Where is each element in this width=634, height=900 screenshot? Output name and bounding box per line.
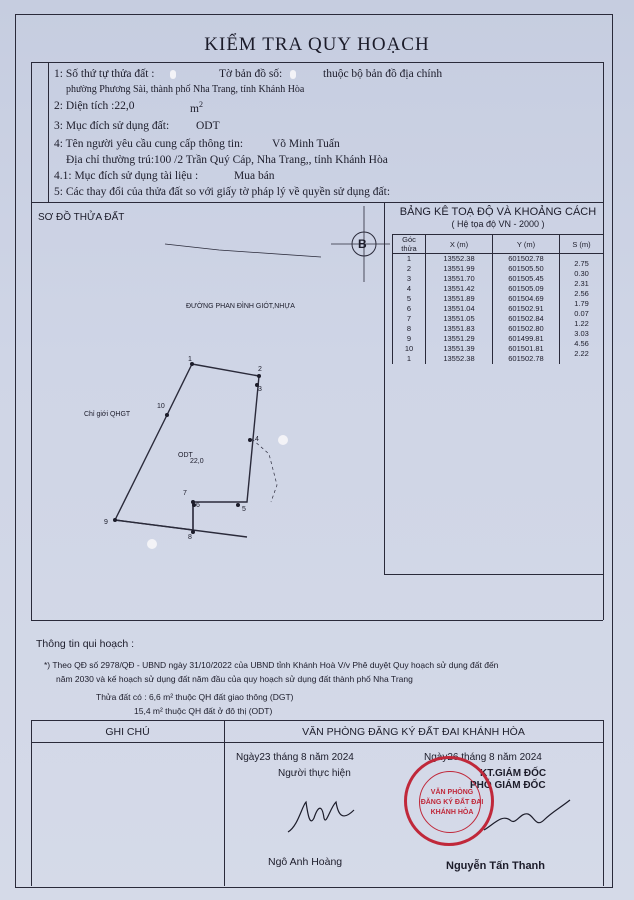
coord-distance: 2.56 — [560, 289, 604, 299]
land-use-label: 3: Mục đích sử dụng đất: — [54, 120, 170, 132]
parcel-vertices — [113, 362, 261, 534]
coord-header-row — [393, 235, 604, 254]
vertex-10 — [165, 413, 169, 417]
note-heading: GHI CHÚ — [105, 726, 150, 738]
footer-top-rule — [31, 720, 603, 721]
coord-y: 601505.45 — [493, 274, 560, 284]
point-label-4: 4 — [255, 436, 259, 443]
coord-distance: 0.30 — [560, 269, 604, 279]
purpose-label: 4.1: Mục đích sử dụng tài liệu : — [54, 170, 199, 182]
coord-x: 13551.29 — [426, 334, 493, 344]
coord-box-left — [384, 202, 385, 574]
coord-y: 601502.80 — [493, 324, 560, 334]
footer-right — [603, 720, 604, 886]
point-label-9: 9 — [104, 519, 108, 526]
director-role-1: KT.GIÁM ĐỐC — [480, 768, 547, 779]
executor-signature — [280, 796, 360, 842]
coord-point: 4 — [393, 284, 426, 294]
date-executor: Ngày23 tháng 8 năm 2024 — [236, 752, 354, 763]
point-label-1: 1 — [188, 356, 192, 363]
rule-right — [603, 62, 604, 202]
coord-y: 601502.78 — [493, 354, 560, 364]
executor-role: Người thực hiện — [278, 768, 351, 779]
vertex-7 — [191, 500, 195, 504]
point-label-6: 6 — [196, 502, 200, 509]
col-header-x: X (m) — [426, 235, 493, 254]
coord-distance: 2.75 — [560, 259, 604, 270]
coord-point: 8 — [393, 324, 426, 334]
coord-distance: 3.03 — [560, 329, 604, 339]
footer-divider — [224, 720, 225, 886]
office-heading: VĂN PHÒNG ĐĂNG KÝ ĐẤT ĐAI KHÁNH HÒA — [302, 726, 525, 738]
coord-y: 601505.09 — [493, 284, 560, 294]
point-label-2: 2 — [258, 366, 262, 373]
coord-distance: 2.31 — [560, 279, 604, 289]
planning-heading: Thông tin qui hoạch : — [36, 638, 135, 650]
coord-row — [393, 254, 604, 265]
area-unit: $m^2$ — [190, 100, 203, 115]
planning-line-3: Thửa đất có : 6,6 m² thuộc QH đất giao thông (DGT) — [96, 692, 294, 702]
redacted-mark — [278, 435, 288, 445]
rule-left — [31, 62, 32, 202]
footer-left — [31, 720, 32, 886]
vertex-5 — [236, 503, 240, 507]
point-label-10: 10 — [157, 403, 165, 410]
coord-x: 13551.39 — [426, 344, 493, 354]
coord-subheading: ( Hệ tọa độ VN - 2000 ) — [451, 219, 545, 229]
coord-distance — [560, 359, 604, 369]
dashed-line — [252, 439, 277, 502]
coord-y: 601504.69 — [493, 294, 560, 304]
document-title: KIỂM TRA QUY HOẠCH — [204, 34, 430, 55]
ward-label: phường Phương Sài, thành phố Nha Trang, tỉnh Khánh Hòa — [66, 84, 305, 95]
coord-y: 601505.50 — [493, 264, 560, 274]
coord-point: 7 — [393, 314, 426, 324]
map-set-label: thuộc bộ bản đồ địa chính — [323, 68, 443, 80]
changes-label: 5: Các thay đổi của thửa đất so với giấy tờ pháp lý về quyền sử dụng đất: — [54, 186, 391, 198]
coord-distance: 0.07 — [560, 309, 604, 319]
boundary-label: Chỉ giới QHGT — [84, 411, 131, 418]
coord-x: 13551.04 — [426, 304, 493, 314]
coord-point: 5 — [393, 294, 426, 304]
parcel-number-label: 1: Số thứ tự thửa đất : — [54, 68, 155, 80]
road-label: ĐƯỜNG PHAN ĐÌNH GIÓT,NHỰA — [186, 303, 295, 310]
boundary-line — [115, 520, 247, 537]
requester-label: 4: Tên người yêu cầu cung cấp thông tin: — [54, 138, 244, 150]
coord-point: 9 — [393, 334, 426, 344]
coord-distance: 4.56 — [560, 339, 604, 349]
land-use-value: ODT — [196, 120, 220, 132]
coord-y: 601502.91 — [493, 304, 560, 314]
date-director: Ngày26 tháng 8 năm 2024 — [424, 752, 542, 763]
point-label-8: 8 — [188, 534, 192, 541]
redacted-sheet — [290, 70, 296, 79]
map-sheet-label: Tờ bản đồ số: — [219, 68, 283, 80]
coord-y: 601499.81 — [493, 334, 560, 344]
director-name: Nguyễn Tấn Thanh — [446, 860, 545, 872]
point-label-7: 7 — [183, 490, 187, 497]
vertex-9 — [113, 518, 117, 522]
coord-x: 13551.42 — [426, 284, 493, 294]
address-label: Địa chỉ thường trú:100 /2 Trần Quý Cáp, Nha Trang,, tỉnh Khánh Hòa — [66, 154, 388, 166]
coord-distance: 1.79 — [560, 299, 604, 309]
rule-number-col — [48, 62, 49, 202]
coord-point: 1 — [393, 354, 426, 364]
official-stamp: VĂN PHÒNG ĐĂNG KÝ ĐẤT ĐAI KHÁNH HÒA — [404, 756, 494, 846]
coord-y: 601501.81 — [493, 344, 560, 354]
parcel-area: 22,0 — [190, 458, 204, 465]
planning-line-2: năm 2030 và kế hoạch sử dụng đất năm đầu của quy hoạch sử dụng đất thành phố Nha Trang — [56, 674, 413, 684]
point-label-3: 3 — [258, 386, 262, 393]
coord-point: 3 — [393, 274, 426, 284]
coord-x: 13552.38 — [426, 254, 493, 265]
col-header-y: Y (m) — [493, 235, 560, 254]
area-label: 2: Diện tích :22,0 — [54, 100, 135, 112]
vertex-4 — [248, 438, 252, 442]
coord-y: 601502.78 — [493, 254, 560, 265]
coord-distance: 1.22 — [560, 319, 604, 329]
coord-x: 13551.70 — [426, 274, 493, 284]
coord-y: 601502.84 — [493, 314, 560, 324]
coord-point: 1 — [393, 254, 426, 265]
footer-header-rule — [31, 742, 603, 743]
coord-x: 13551.89 — [426, 294, 493, 304]
coordinate-table — [392, 234, 604, 364]
executor-name: Ngô Anh Hoàng — [268, 856, 343, 868]
coord-distance: 2.22 — [560, 349, 604, 359]
coord-box-bottom — [384, 574, 603, 575]
director-role-2: PHÓ GIÁM ĐỐC — [470, 780, 546, 791]
sketch-bottom — [31, 620, 603, 621]
col-header-s: S (m) — [560, 235, 604, 254]
rule-top — [31, 62, 603, 63]
planning-line-4: 15,4 m² thuộc QH đất ở đô thị (ODT) — [134, 706, 273, 716]
parcel-code: ODT — [178, 452, 193, 459]
vertex-2 — [257, 374, 261, 378]
requester-value: Võ Minh Tuấn — [272, 138, 340, 150]
road-edge — [165, 244, 321, 257]
planning-line-1: *) Theo QĐ số 2978/QĐ - UBND ngày 31/10/2022 của UBND tỉnh Khánh Hoà V/v Phê duyệt Quy hoạch sử dụng đất đến — [44, 660, 499, 670]
redacted-mark — [147, 539, 157, 549]
coord-point: 6 — [393, 304, 426, 314]
redacted-parcel — [170, 70, 176, 79]
col-header-point: Góc thửa — [393, 235, 426, 254]
coord-x: 13551.05 — [426, 314, 493, 324]
coord-x: 13551.83 — [426, 324, 493, 334]
coord-point: 2 — [393, 264, 426, 274]
purpose-value: Mua bán — [234, 170, 275, 182]
north-label: B — [358, 237, 367, 251]
point-label-5: 5 — [242, 506, 246, 513]
coord-x: 13552.38 — [426, 354, 493, 364]
coord-x: 13551.99 — [426, 264, 493, 274]
sketch-heading: SƠ ĐỒ THỬA ĐẤT — [38, 212, 125, 223]
coord-point: 10 — [393, 344, 426, 354]
coord-heading: BẢNG KÊ TOẠ ĐỘ VÀ KHOẢNG CÁCH — [399, 206, 597, 218]
